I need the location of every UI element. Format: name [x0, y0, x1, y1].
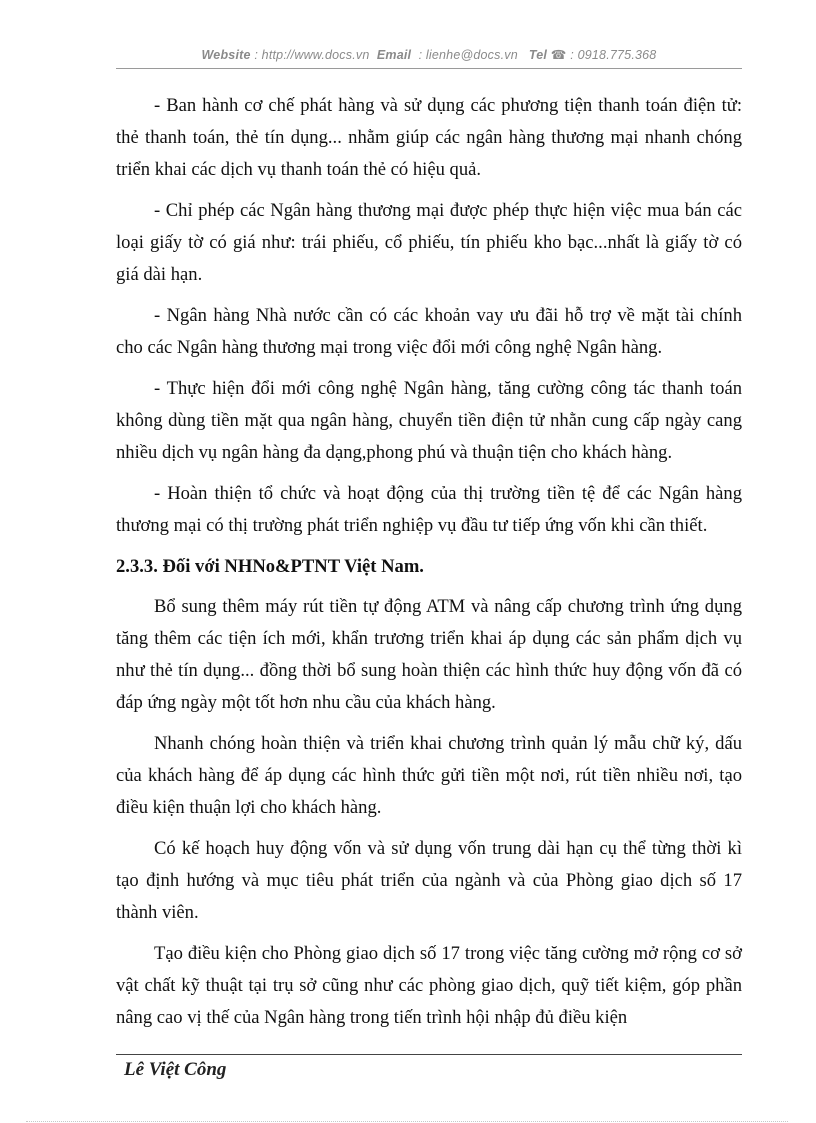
section-heading: 2.3.3. Đối với NHNo&PTNT Việt Nam.: [116, 556, 424, 577]
paragraph-6: Bổ sung thêm máy rút tiền tự động ATM và nâng cấp chương trình ứng dụng tăng thêm các tiện ích mới, khẩn trương triển khai áp dụng các sản phẩm dịch vụ như thẻ tín dụng... đồng thời bổ sung hoàn thiện các hình thức huy động vốn đã có đáp ứng ngày một tốt hơn nhu cầu của khách hàng.: [116, 596, 742, 713]
tel-label: Tel: [528, 48, 548, 62]
paragraph-1: - Ban hành cơ chế phát hàng và sử dụng các phương tiện thanh toán điện tử: thẻ thanh toán, thẻ tín dụng... nhằm giúp các ngân hàng thương mại nhanh chóng triển khai các dịch vụ thanh toán thẻ có hiệu quả.: [116, 95, 742, 180]
paragraph-5: - Hoàn thiện tổ chức và hoạt động của thị trường tiền tệ để các Ngân hàng thương mại có thị trường phát triển nghiệp vụ đầu tư tiếp ứng vốn khi cần thiết.: [116, 483, 742, 536]
footer-divider: [116, 1054, 742, 1055]
paragraph-3: - Ngân hàng Nhà nước cần có các khoản vay ưu đãi hỗ trợ về mặt tài chính cho các Ngân hàng thương mại trong việc đổi mới công nghệ Ngân hàng.: [116, 305, 742, 358]
phone-icon: ☎: [550, 48, 567, 62]
header-divider: [116, 68, 742, 69]
page-bottom-border: [26, 1121, 788, 1122]
page-header: [116, 47, 742, 62]
paragraph-2: - Chỉ phép các Ngân hàng thương mại được phép thực hiện việc mua bán các loại giấy tờ có giá như: trái phiếu, cổ phiếu, tín phiếu kho bạc...nhất là giấy tờ có giá dài hạn.: [116, 200, 742, 285]
email-value[interactable]: : lienhe@docs.vn: [418, 48, 518, 62]
paragraph-4: - Thực hiện đổi mới công nghệ Ngân hàng, tăng cường công tác thanh toán không dùng tiền mặt qua ngân hàng, chuyển tiền điện tử nhằn cung cấp ngày cang nhiều dịch vụ ngân hàng đa dạng,phong phú và thuận tiện cho khách hàng.: [116, 378, 742, 463]
paragraph-9: Tạo điều kiện cho Phòng giao dịch số 17 trong việc tăng cường mở rộng cơ sở vật chất kỹ thuật tại trụ sở cũng như các phòng giao dịch, quỹ tiết kiệm, góp phần nâng cao vị thế của Ngân hàng trong tiến trình hội nhập đủ điều kiện: [116, 943, 742, 1028]
website-value[interactable]: : http://www.docs.vn: [254, 48, 370, 62]
paragraph-7: Nhanh chóng hoàn thiện và triển khai chương trình quản lý mẫu chữ ký, dấu của khách hàng để áp dụng các hình thức gửi tiền một nơi, rút tiền nhiều nơi, tạo điều kiện thuận lợi cho khách hàng.: [116, 733, 742, 818]
tel-value: : 0918.775.368: [570, 48, 657, 62]
website-label: Website: [201, 48, 251, 62]
email-label: Email: [376, 48, 412, 62]
document-body: [116, 90, 742, 1043]
paragraph-8: Có kế hoạch huy động vốn và sử dụng vốn trung dài hạn cụ thể từng thời kì tạo định hướng và mục tiêu phát triển của ngành và của Phòng giao dịch số 17 thành viên.: [116, 838, 742, 923]
footer-author: Lê Việt Công: [124, 1059, 227, 1080]
